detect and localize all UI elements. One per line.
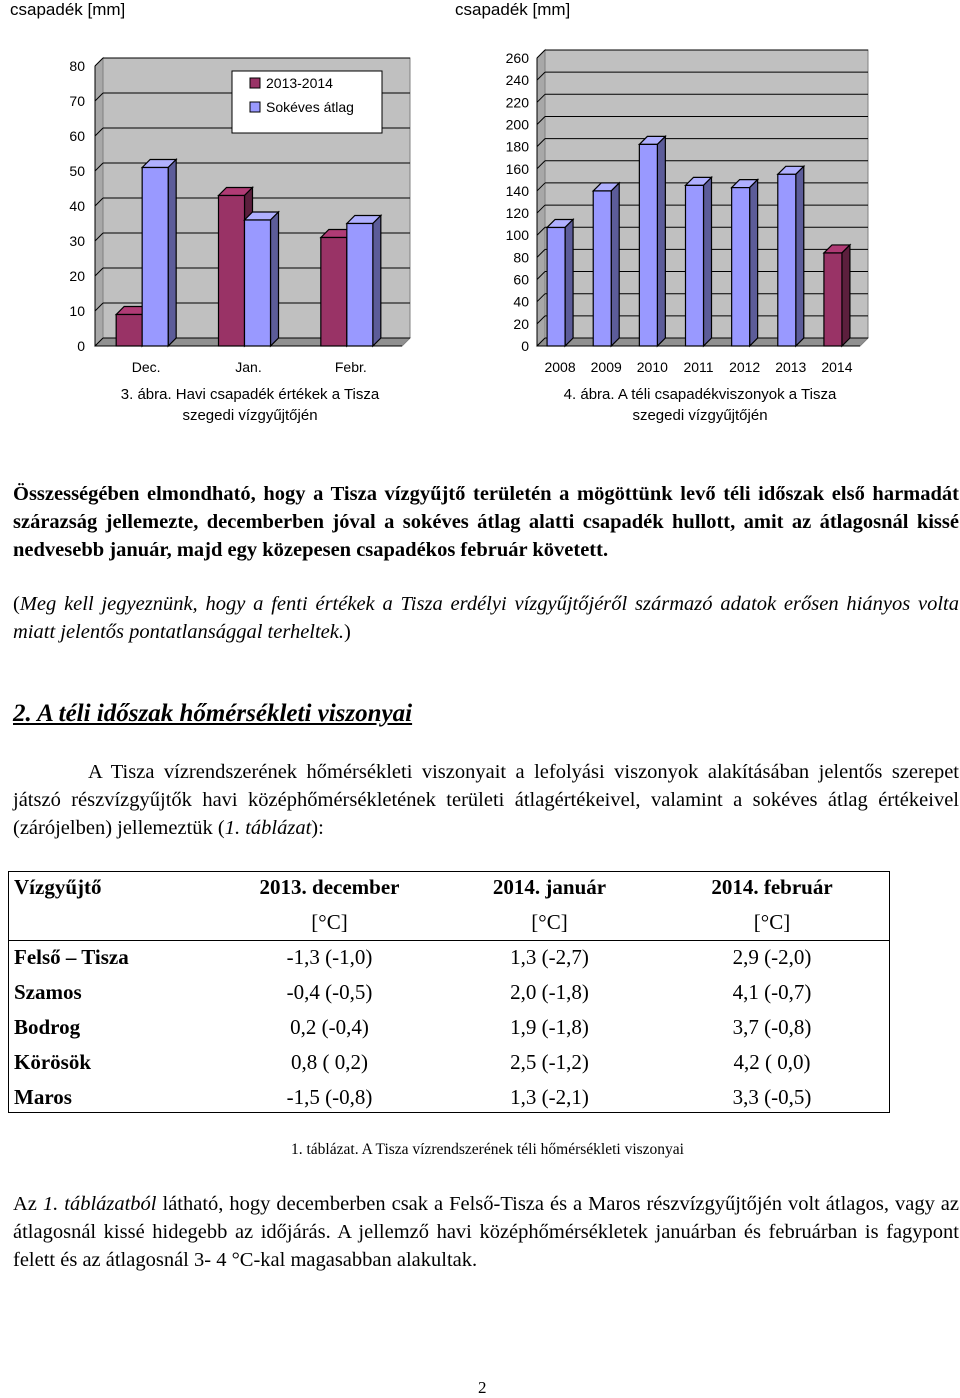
note-text: Meg kell jegyeznünk, hogy a fenti értékek a Tisza erdélyi vízgyűjtőjéről származó adatok erősen hiányos volta miatt jelentős pontatlansággal terheltek. — [13, 593, 959, 643]
summary-paragraph: Összességében elmondható, hogy a Tisza vízgyűjtő területén a mögöttünk levő téli időszak első harmadát szárazság jellemezte, decemberben jóval a sokéves átlag alatti csapadék hullott, amit az átlagosnál kissé nedvesebb január, majd egy közepesen csapadékos február követett. — [13, 483, 959, 561]
table-cell-jan: 2,5 (-1,2) — [510, 1050, 589, 1074]
y-tick-label: 80 — [513, 249, 529, 266]
x-tick-label: 2010 — [636, 359, 668, 375]
intro-end: ): — [311, 817, 324, 839]
x-tick-label: 2011 — [683, 359, 714, 375]
bar-current-front — [116, 315, 142, 347]
y-tick-label: 200 — [505, 116, 529, 133]
table-cell-feb: 3,7 (-0,8) — [732, 1015, 812, 1039]
plot-side-wall — [537, 50, 545, 346]
table-cell-feb: 4,2 ( 0,0) — [733, 1050, 811, 1074]
bar-2012-front — [732, 188, 750, 346]
bar-2012-side — [750, 180, 758, 346]
table-unit-row — [14, 905, 882, 940]
figure4-unit-label: csapadék [mm] — [455, 0, 571, 19]
section-heading: 2. A téli időszak hőmérsékleti viszonyai — [13, 700, 413, 727]
bar-average-side — [168, 160, 176, 347]
table-cell-dec: -0,4 (-0,5) — [286, 980, 373, 1004]
table-row — [14, 1045, 882, 1080]
table-cell-name: Felső – Tisza — [14, 945, 129, 969]
table-cell-feb: 2,9 (-2,0) — [732, 945, 812, 969]
intro-paragraph — [13, 758, 959, 842]
bar-2012 — [732, 180, 758, 346]
intro-table-ref: 1. táblázat — [224, 817, 312, 839]
y-tick-label: 0 — [521, 338, 529, 354]
closing-text: látható, hogy decemberben csak a Felső-Tisza és a Maros részvízgyűjtőjén volt átlagos, vagy az átlagosnál kissé hidegebb az időjárás. A jellemző havi középhőmérsékletek januárban és februárban is fagypont felett és az átlagosnál 3- 4 °C-kal magasabban alakultak. — [13, 1193, 960, 1271]
bar-2010-front — [639, 144, 657, 346]
y-tick-label: 20 — [69, 268, 85, 284]
y-tick-label: 40 — [69, 198, 85, 214]
x-tick-label: 2012 — [729, 359, 761, 375]
x-tick-label: Dec. — [131, 359, 161, 375]
table-cell-name: Bodrog — [14, 1015, 81, 1039]
legend-label: Sokéves átlag — [266, 99, 354, 115]
x-tick-label: 2013 — [775, 359, 807, 375]
table-cell-name: Maros — [14, 1085, 72, 1109]
bar-2013-front — [778, 174, 796, 346]
y-tick-label: 120 — [505, 205, 529, 222]
bar-average — [245, 212, 279, 346]
table-cell-jan: 1,9 (-1,8) — [510, 1015, 589, 1039]
bar-average — [142, 160, 176, 347]
bar-average-front — [142, 168, 168, 347]
y-tick-label: 40 — [513, 293, 529, 310]
bar-average-side — [373, 216, 381, 347]
table-cell-dec: -1,5 (-0,8) — [286, 1085, 373, 1109]
figure3-chart — [0, 40, 420, 385]
table-cell-jan: 1,3 (-2,1) — [510, 1085, 589, 1109]
table-cell-dec: 0,8 ( 0,2) — [291, 1050, 368, 1074]
table-header-row — [14, 870, 882, 905]
closing-table-ref: 1. táblázatból — [42, 1193, 157, 1215]
x-tick-label: Jan. — [235, 359, 262, 375]
table-cell-jan: 1,3 (-2,7) — [510, 945, 589, 969]
bar-2011 — [686, 177, 712, 346]
table-cell-jan: 2,0 (-1,8) — [510, 980, 589, 1004]
table-cell-name: Szamos — [14, 980, 82, 1004]
x-tick-label: 2014 — [821, 359, 853, 375]
y-tick-label: 160 — [505, 160, 529, 177]
legend-label: 2013-2014 — [266, 75, 333, 91]
y-tick-label: 80 — [69, 58, 85, 74]
y-tick-label: 140 — [505, 182, 529, 199]
legend-swatch — [250, 102, 260, 112]
table-right-border — [889, 872, 890, 1112]
bar-2014-front — [824, 253, 842, 346]
table-cell-feb: 4,1 (-0,7) — [732, 980, 812, 1004]
bar-2013-side — [796, 166, 804, 346]
bar-2010-side — [657, 136, 665, 346]
bar-2011-side — [704, 177, 712, 346]
note-paren-close: ) — [344, 621, 351, 643]
bar-2009-front — [593, 191, 611, 346]
y-tick-label: 180 — [505, 138, 529, 155]
bar-2010 — [639, 136, 665, 346]
legend — [232, 71, 382, 133]
y-tick-label: 60 — [513, 271, 529, 288]
bar-2009-side — [611, 183, 619, 346]
y-tick-label: 0 — [77, 338, 85, 354]
y-tick-label: 20 — [513, 315, 529, 332]
legend-swatch — [250, 78, 260, 88]
figure3-caption — [100, 384, 400, 426]
table-header-dec: 2013. december — [259, 875, 400, 899]
x-tick-label: 2008 — [544, 359, 576, 375]
table-cell-name: Körösök — [14, 1050, 92, 1074]
y-tick-label: 100 — [505, 227, 529, 244]
table-header-feb: 2014. február — [711, 875, 833, 899]
bar-average — [347, 216, 381, 347]
temperature-table — [14, 870, 882, 1115]
y-tick-label: 60 — [69, 128, 85, 144]
table-unit-dec: [°C] — [311, 910, 348, 934]
figure3-unit-label: csapadék [mm] — [10, 0, 126, 19]
table-left-border — [8, 872, 9, 1112]
table-header-basin: Vízgyűjtő — [14, 875, 102, 899]
intro-text: A Tisza vízrendszerének hőmérsékleti viszonyait a lefolyási viszonyok alakításában jelentős szerepet játszó részvízgyűjtők havi középhőmérsékletének területi átlagértékeivel, valamint a sokéves átlag értékeivel (zárójelben) jellemeztük ( — [13, 761, 959, 839]
bar-2009 — [593, 183, 619, 346]
table-unit-feb: [°C] — [753, 910, 791, 934]
note-paren-open: ( — [13, 593, 20, 615]
bar-2008-side — [565, 219, 573, 346]
x-tick-label: Febr. — [334, 359, 367, 375]
bar-average-front — [245, 220, 271, 346]
table-row — [14, 975, 882, 1010]
table-cell-dec: -1,3 (-1,0) — [286, 945, 373, 969]
table-cell-feb: 3,3 (-0,5) — [732, 1085, 812, 1109]
bar-average-side — [271, 212, 279, 346]
bar-current-front — [321, 238, 347, 347]
table-caption: 1. táblázat. A Tisza vízrendszerének téli hőmérsékleti viszonyai — [291, 1141, 684, 1158]
y-tick-label: 220 — [505, 94, 529, 111]
figure3-caption-line2: szegedi vízgyűjtőjén — [182, 407, 318, 424]
y-tick-label: 10 — [69, 303, 85, 319]
table-row — [14, 1080, 882, 1115]
closing-prefix: Az — [13, 1193, 43, 1215]
figure4-caption-line1: 4. ábra. A téli csapadékviszonyok a Tisza — [563, 386, 837, 403]
bar-average-front — [347, 224, 373, 347]
y-tick-label: 260 — [505, 50, 529, 66]
bar-2013 — [778, 166, 804, 346]
y-tick-label: 50 — [69, 163, 85, 179]
page-number: 2 — [478, 1378, 487, 1397]
figure4-caption — [550, 384, 850, 426]
table-header-jan: 2014. január — [492, 875, 607, 899]
bar-2008-front — [547, 227, 565, 346]
x-tick-label: 2009 — [590, 359, 622, 375]
note-paragraph — [13, 590, 959, 646]
bar-2011-front — [686, 185, 704, 346]
bar-2014 — [824, 245, 850, 346]
table-row — [14, 940, 882, 975]
figure4-chart — [455, 40, 875, 385]
figure4-caption-line2: szegedi vízgyűjtőjén — [632, 407, 768, 424]
bar-current-front — [219, 196, 245, 347]
bar-2014-side — [842, 245, 850, 346]
figure3-caption-line1: 3. ábra. Havi csapadék értékek a Tisza — [120, 386, 380, 403]
table-cell-dec: 0,2 (-0,4) — [290, 1015, 369, 1039]
closing-paragraph — [13, 1190, 959, 1274]
table-row — [14, 1010, 882, 1045]
bar-2008 — [547, 219, 573, 346]
table-unit-jan: [°C] — [531, 910, 568, 934]
y-tick-label: 70 — [69, 93, 85, 109]
y-tick-label: 240 — [505, 72, 529, 89]
y-tick-label: 30 — [69, 233, 85, 249]
